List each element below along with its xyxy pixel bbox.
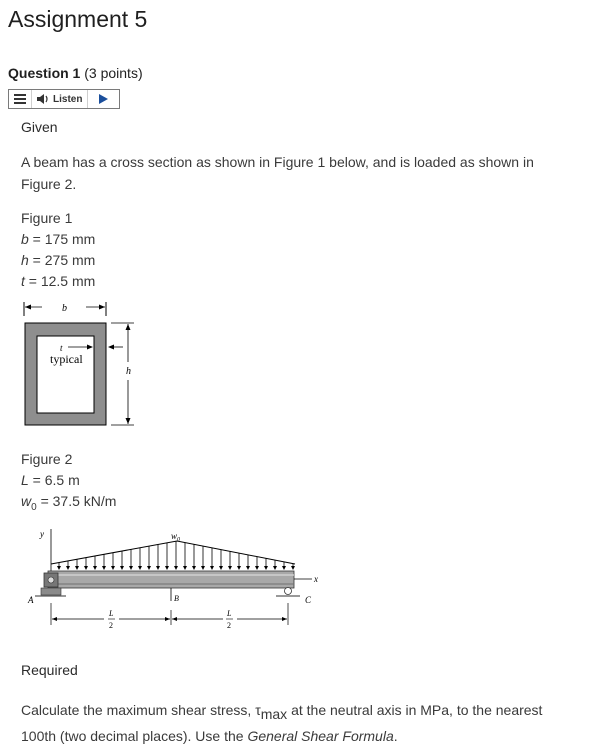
tau-subscript: max <box>260 705 288 722</box>
required-text <box>21 699 556 747</box>
param-w-value: = 37.5 kN/m <box>36 493 117 509</box>
load-arrow-head <box>93 566 97 570</box>
load-arrow-head <box>183 566 187 570</box>
load-arrow-head <box>165 566 169 570</box>
load-arrow-head <box>111 566 115 570</box>
param-L-value: = 6.5 m <box>28 472 80 488</box>
load-arrow-head <box>156 566 160 570</box>
question-points: (3 points) <box>84 65 143 81</box>
half-span-right-num: L <box>227 609 232 618</box>
required-text-mid: at the neutral axis in MPa, to the nearest 100th (two decimal places). Use the <box>21 702 543 744</box>
half-span-right-den: 2 <box>227 621 231 630</box>
param-w0 <box>21 493 116 513</box>
load-arrow-head <box>228 566 232 570</box>
param-h-var: h <box>21 252 29 268</box>
point-b-label: B <box>174 594 179 603</box>
param-L-var: L <box>21 472 29 488</box>
figure2-beam-diagram <box>20 515 330 640</box>
param-t-var: t <box>21 273 25 289</box>
load-arrow-head <box>282 566 286 570</box>
h-dim-label: h <box>126 366 131 377</box>
half-span-left-den: 2 <box>109 621 113 630</box>
load-arrow-head <box>129 566 133 570</box>
load-arrow-head <box>192 566 196 570</box>
formula-name: General Shear Formula <box>247 727 394 744</box>
load-arrow-head <box>84 566 88 570</box>
play-icon <box>99 94 108 104</box>
given-heading: Given <box>21 119 58 135</box>
figure2-label: Figure 2 <box>21 451 73 467</box>
load-arrow-head <box>66 566 70 570</box>
load-arrow-head <box>219 566 223 570</box>
load-arrow-head <box>255 566 259 570</box>
question-header <box>8 65 143 81</box>
param-t <box>21 273 95 289</box>
typical-label: typical <box>50 352 83 366</box>
required-text-pre: Calculate the maximum shear stress, <box>21 702 256 718</box>
load-arrows <box>57 541 295 570</box>
play-button[interactable] <box>88 94 119 104</box>
support-c-label: C <box>305 595 312 605</box>
load-arrow-head <box>246 566 250 570</box>
param-h-value: = 275 mm <box>28 252 96 268</box>
x-axis-label: x <box>314 574 318 584</box>
load-arrow-head <box>138 566 142 570</box>
y-axis-label: y <box>40 529 44 539</box>
param-w-var: w <box>21 493 32 509</box>
load-arrow-head <box>273 566 277 570</box>
load-arrow-head <box>264 566 268 570</box>
w0-var: w <box>171 531 178 541</box>
param-b-var: b <box>21 231 29 247</box>
load-arrow-head <box>75 566 79 570</box>
tau-symbol: τ <box>255 702 261 718</box>
support-a-label: A <box>28 595 34 605</box>
load-arrow-head <box>237 566 241 570</box>
load-arrow-head <box>57 566 61 570</box>
figure1-label: Figure 1 <box>21 210 73 226</box>
menu-icon[interactable] <box>9 90 32 108</box>
half-span-left-num: L <box>109 609 114 618</box>
listen-label: Listen <box>53 93 83 105</box>
listen-toolbar <box>8 89 120 109</box>
w0-sub: 0 <box>177 537 181 543</box>
load-arrow-head <box>102 566 106 570</box>
given-intro: A beam has a cross section as shown in Figure 1 below, and is loaded as shown in Figure 2. <box>21 154 534 192</box>
question-label: Question 1 <box>8 65 81 81</box>
load-arrow-head <box>147 566 151 570</box>
listen-button[interactable] <box>32 90 88 108</box>
required-text-end: . <box>393 727 398 744</box>
load-arrow-head <box>120 566 124 570</box>
param-h <box>21 252 95 268</box>
load-arrow-head <box>210 566 214 570</box>
t-dim-label: t <box>60 343 63 353</box>
param-L <box>21 472 80 488</box>
param-b <box>21 231 95 247</box>
required-heading: Required <box>21 662 78 678</box>
figure1-cross-section <box>18 296 148 432</box>
param-b-value: = 175 mm <box>28 231 96 247</box>
load-arrow-head <box>201 566 205 570</box>
b-dim-label: b <box>62 303 67 314</box>
param-w-sub: 0 <box>31 501 37 513</box>
load-arrow-head <box>174 566 178 570</box>
load-arrow-head <box>291 566 295 570</box>
param-t-value: = 12.5 mm <box>24 273 96 289</box>
speaker-icon <box>37 94 50 104</box>
page-title: Assignment 5 <box>8 6 148 32</box>
